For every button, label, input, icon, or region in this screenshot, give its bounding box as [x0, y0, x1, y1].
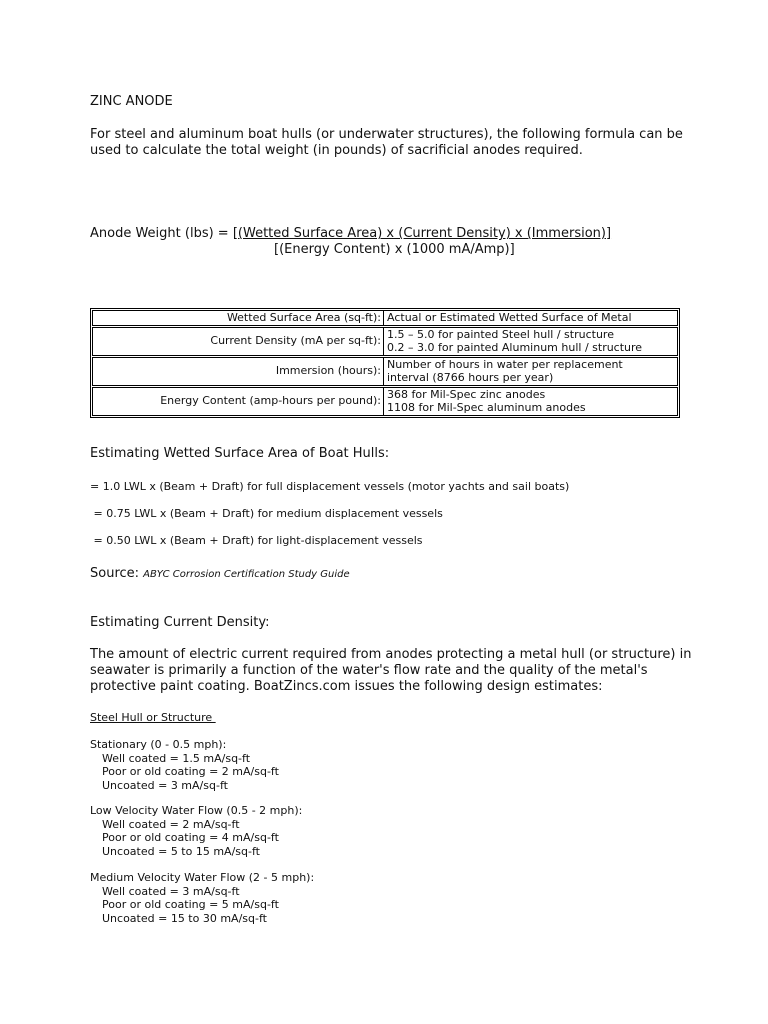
formula-numerator: [(Wetted Surface Area) x (Current Density) x (Immersion)] — [232, 226, 612, 241]
table-value — [383, 328, 677, 355]
table-value-line: 1.5 – 5.0 for painted Steel hull / structure — [387, 327, 614, 341]
table-value-line: 1108 for Mil-Spec aluminum anodes — [387, 401, 586, 414]
list-item: Well coated = 3 mA/sq-ft — [102, 884, 240, 898]
source-citation: ABYC Corrosion Certification Study Guide — [143, 569, 350, 580]
formula-line — [90, 226, 611, 242]
source-label: Source: — [90, 566, 140, 581]
wetted-line-medium: = 0.75 LWL x (Beam + Draft) for medium displacement vessels — [90, 507, 443, 520]
table-label: Wetted Surface Area (sq-ft): — [226, 311, 381, 324]
table-value-line: interval (8766 hours per year) — [387, 371, 554, 384]
table-row — [92, 310, 678, 326]
wetted-heading: Estimating Wetted Surface Area of Boat Hulls: — [90, 446, 390, 461]
group-title: Low Velocity Water Flow (0.5 - 2 mph): — [90, 804, 303, 817]
group-title: Stationary (0 - 0.5 mph): — [90, 738, 227, 751]
wetted-line-full: = 1.0 LWL x (Beam + Draft) for full displacement vessels (motor yachts and sail boats) — [90, 480, 570, 493]
variables-table — [90, 308, 680, 418]
list-item: Uncoated = 5 to 15 mA/sq-ft — [102, 844, 260, 858]
wetted-line-light: = 0.50 LWL x (Beam + Draft) for light-displacement vessels — [90, 534, 423, 547]
list-item: Uncoated = 3 mA/sq-ft — [102, 778, 228, 792]
current-group-medium-velocity — [90, 871, 314, 925]
table-value — [383, 358, 677, 385]
table-value-line: Number of hours in water per replacement — [387, 357, 623, 371]
list-item: Poor or old coating = 2 mA/sq-ft — [102, 765, 279, 778]
intro-paragraph: For steel and aluminum boat hulls (or underwater structures), the following formula can be used to calculate the total weight (in pounds) of sacrificial anodes required. — [90, 127, 683, 158]
formula-denominator: [(Energy Content) x (1000 mA/Amp)] — [274, 242, 515, 257]
steel-subheading: Steel Hull or Structure — [90, 711, 216, 724]
group-title: Medium Velocity Water Flow (2 - 5 mph): — [90, 871, 315, 884]
current-heading: Estimating Current Density: — [90, 615, 270, 630]
table-value-line: 0.2 – 3.0 for painted Aluminum hull / structure — [387, 341, 643, 354]
table-label: Energy Content (amp-hours per pound): — [160, 394, 381, 408]
table-value — [383, 388, 677, 415]
table-row — [92, 357, 678, 386]
list-item: Uncoated = 15 to 30 mA/sq-ft — [102, 911, 267, 925]
list-item: Well coated = 2 mA/sq-ft — [102, 817, 240, 831]
table-label: Current Density (mA per sq-ft): — [210, 334, 381, 348]
table-value-line: 368 for Mil-Spec zinc anodes — [387, 387, 546, 401]
list-item: Well coated = 1.5 mA/sq-ft — [102, 751, 251, 765]
current-group-stationary — [90, 738, 279, 792]
list-item: Poor or old coating = 4 mA/sq-ft — [102, 831, 279, 844]
list-item: Poor or old coating = 5 mA/sq-ft — [102, 898, 279, 911]
table-label: Immersion (hours): — [275, 364, 381, 378]
table-value-line: Actual or Estimated Wetted Surface of Metal — [387, 311, 632, 324]
table-value — [383, 311, 677, 325]
table-row — [92, 327, 678, 356]
current-group-low-velocity — [90, 804, 302, 858]
table-row — [92, 387, 678, 416]
current-paragraph: The amount of electric current required from anodes protecting a metal hull (or structure) in seawater is primarily a function of the water's flow rate and the quality of the metal's protective paint coating. BoatZincs.com issues the following design estimates: — [90, 647, 692, 694]
source-line — [90, 566, 350, 583]
page-title: ZINC ANODE — [90, 94, 173, 109]
formula-prefix: Anode Weight (lbs) = — [90, 226, 233, 241]
